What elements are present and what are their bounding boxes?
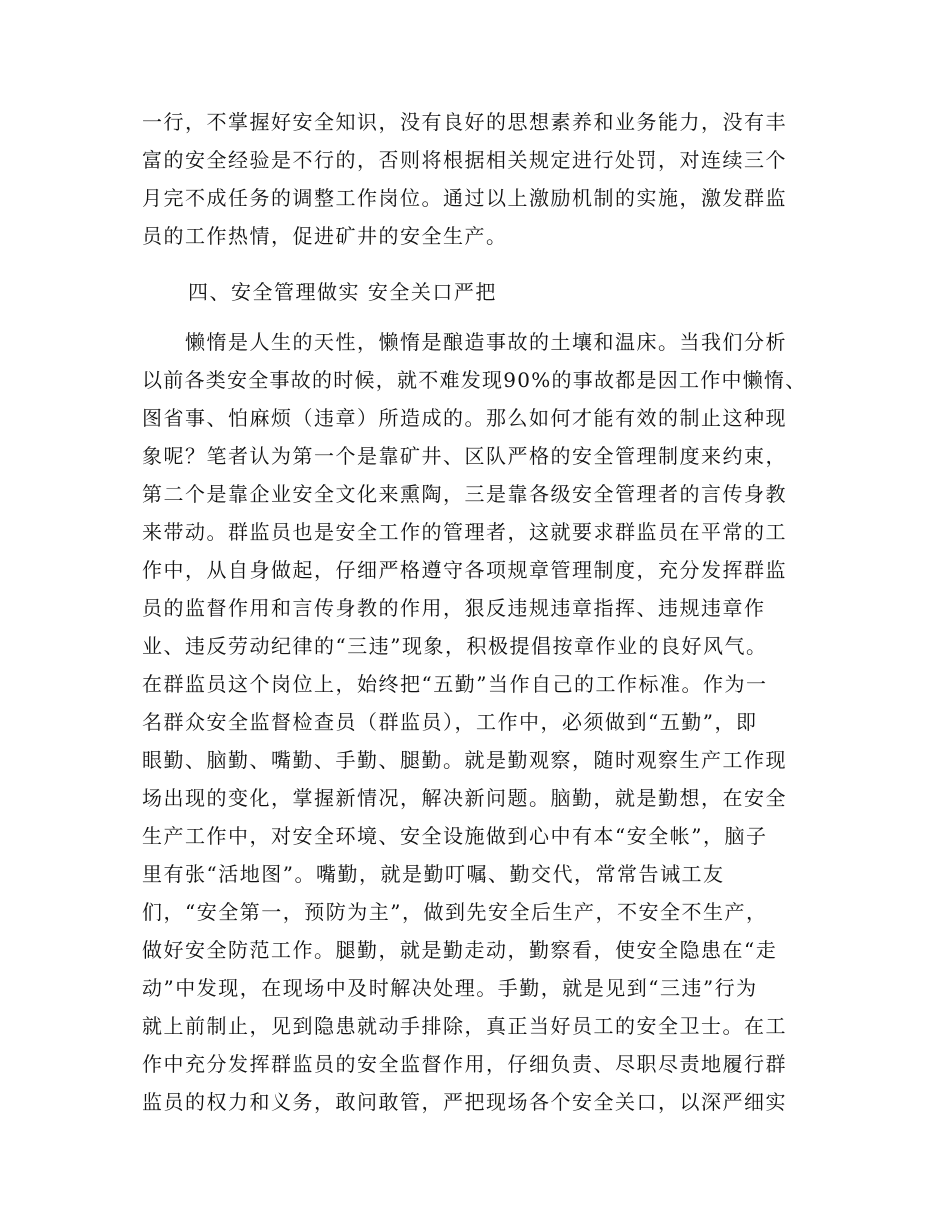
text-line: 一行，不掌握好安全知识，没有良好的思想素养和业务能力，没有丰 [142,110,787,134]
text-line: 象呢？笔者认为第一个是靠矿井、区队严格的安全管理制度来约束， [142,444,787,468]
text-line: 来带动。群监员也是安全工作的管理者，这就要求群监员在平常的工 [142,520,787,544]
text-line: 图省事、怕麻烦（违章）所造成的。那么如何才能有效的制止这种现 [142,406,787,430]
text-line: 监员的权力和义务，敢问敢管，严把现场各个安全关口，以深严细实 [142,1090,787,1114]
text-line: 做好安全防范工作。腿勤，就是勤走动，勤察看，使安全隐患在“走 [142,938,778,962]
text-line: 场出现的变化，掌握新情况，解决新问题。脑勤，就是勤想，在安全 [142,786,787,810]
text-line: 以前各类安全事故的时候，就不难发现90%的事故都是因工作中懒惰、 [142,368,807,392]
paragraph-incentive-mechanism [142,103,812,255]
paragraph-safety-management [142,323,812,1121]
text-line: 月完不成任务的调整工作岗位。通过以上激励机制的实施，激发群监 [142,186,787,210]
text-line: 员的监督作用和言传身教的作用，狠反违规违章指挥、违规违章作 [142,596,766,620]
text-line: 富的安全经验是不行的，否则将根据相关规定进行处罚，对连续三个 [142,148,787,172]
text-line: 作中，从自身做起，仔细严格遵守各项规章管理制度，充分发挥群监 [142,558,787,582]
text-line: 业、违反劳动纪律的“三违”现象，积极提倡按章作业的良好风气。 [142,634,768,658]
text-line: 就上前制止，见到隐患就动手排除，真正当好员工的安全卫士。在工 [142,1014,787,1038]
text-line: 在群监员这个岗位上，始终把“五勤”当作自己的工作标准。作为一 [142,672,768,696]
text-line: 眼勤、脑勤、嘴勤、手勤、腿勤。就是勤观察，随时观察生产工作现 [142,748,787,772]
text-line: 名群众安全监督检查员（群监员），工作中，必须做到“五勤”，即 [142,710,758,734]
text-line: 们，“安全第一，预防为主”，做到先安全后生产，不安全不生产， [142,900,768,924]
text-line: 动”中发现，在现场中及时解决处理。手勤，就是见到“三违”行为 [142,976,758,1000]
section-heading [188,273,858,311]
text-line: 生产工作中，对安全环境、安全设施做到心中有本“安全帐”，脑子 [142,824,768,848]
text-line: 第二个是靠企业安全文化来熏陶，三是靠各级安全管理者的言传身教 [142,482,787,506]
text-line: 员的工作热情，促进矿井的安全生产。 [142,224,508,248]
text-line: 里有张“活地图”。嘴勤，就是勤叮嘱、勤交代，常常告诫工友 [142,862,725,886]
section-heading-text: 四、安全管理做实 安全关口严把 [188,280,497,304]
text-line: 作中充分发挥群监员的安全监督作用，仔细负责、尽职尽责地履行群 [142,1052,787,1076]
text-line: 懒惰是人生的天性，懒惰是酿造事故的土壤和温床。当我们分析 [142,330,787,354]
